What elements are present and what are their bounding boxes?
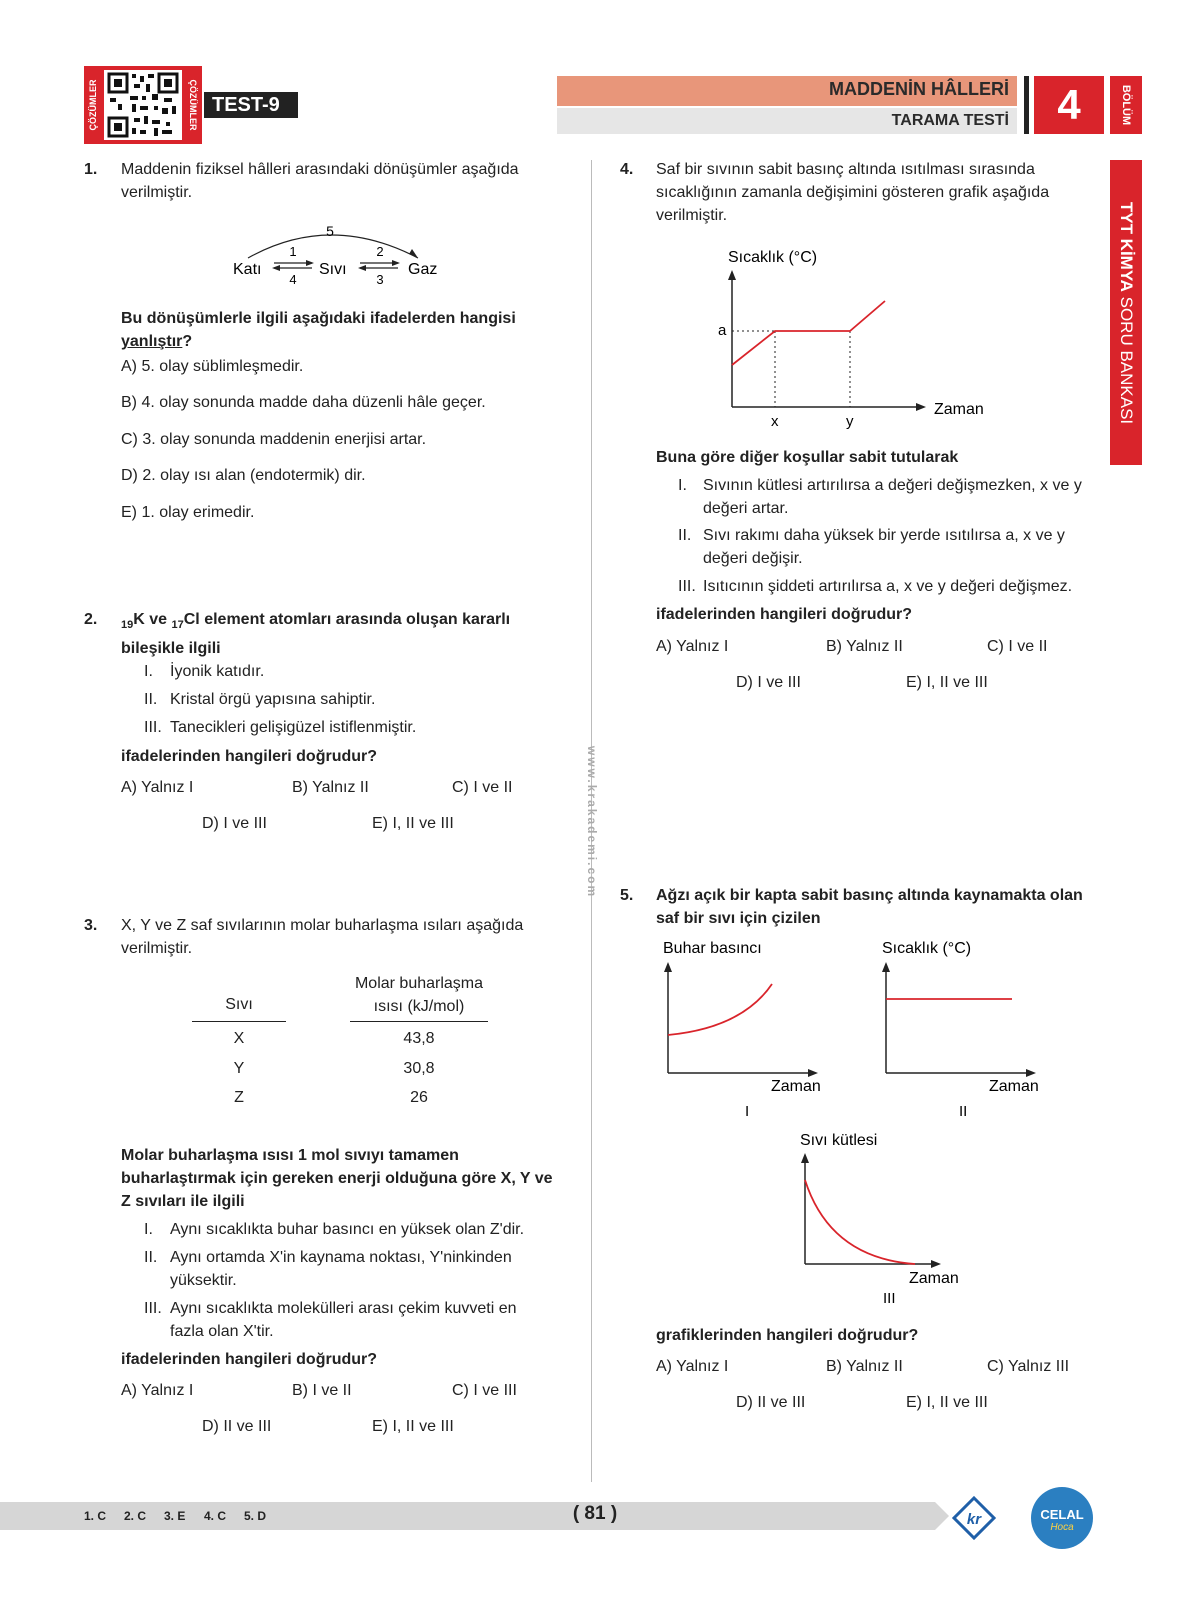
- celal-logo-subtext: Hoca: [1050, 1522, 1074, 1533]
- q3-roman-1: I.: [144, 1221, 153, 1238]
- q3-roman-3: III.: [144, 1300, 162, 1317]
- q3-question: ifadelerinden hangileri doğrudur?: [121, 1351, 378, 1368]
- q1-label-5: 5: [326, 223, 334, 239]
- watermark: www.krakademi.com: [585, 745, 599, 899]
- q2-option-a[interactable]: A) Yalnız I: [121, 779, 194, 796]
- q3-row-y-value: 30,8: [403, 1060, 435, 1077]
- q4-ylabel: Sıcaklık (°C): [728, 249, 818, 266]
- q4-stem: Saf bir sıvının sabit basınç altında ısıtılması sırasında sıcaklığının zamanla değişimini gösteren grafik aşağıda verilmiştir.: [656, 161, 1050, 224]
- topic-title: MADDENİN HÂLLERİ: [829, 79, 1009, 99]
- q1-option-a[interactable]: A) 5. olay süblimleşmedir.: [121, 358, 304, 375]
- q1-option-d[interactable]: D) 2. olay ısı alan (endotermik) dir.: [121, 467, 366, 484]
- q5-graph-1-ylabel: Buhar basıncı: [663, 940, 762, 957]
- q3-statement-3: Aynı sıcaklıkta molekülleri arası çekim kuvveti en fazla olan X'tir.: [170, 1300, 517, 1340]
- answer-4: 4. C: [204, 1509, 227, 1523]
- q3-table-header-sivi: Sıvı: [225, 996, 253, 1013]
- answer-key: [84, 1509, 284, 1523]
- q2-stem: $_{19}$K ve $_{17}$Cl element atomları arasında oluşan kararlı bileşikle ilgili: [121, 611, 511, 658]
- celal-logo-text: CELAL: [1040, 1507, 1084, 1522]
- q3-row-z-liquid: Z: [234, 1089, 244, 1106]
- q1-label-sivi: Sıvı: [319, 261, 347, 278]
- q1-label-3: 3: [376, 272, 384, 287]
- q5-graph-1-id: I: [745, 1103, 750, 1118]
- q4-heating-graph: [710, 240, 1000, 435]
- unit-number: 4: [1057, 81, 1081, 128]
- q5-graph-2-xlabel: Zaman: [989, 1078, 1039, 1095]
- q1-label-2: 2: [376, 244, 384, 259]
- q4-statement-2: Sıvı rakımı daha yüksek bir yerde ısıtılırsa a, x ve y değeri değişir.: [703, 527, 1065, 567]
- q5-number: 5.: [620, 887, 634, 904]
- solutions-qr-block[interactable]: [84, 66, 202, 144]
- test-label: TEST-9: [204, 92, 298, 118]
- q5-option-c[interactable]: C) Yalnız III: [987, 1358, 1070, 1375]
- q5-graph-1-curve: [668, 984, 772, 1035]
- q4-roman-1: I.: [678, 477, 687, 494]
- q3-row-x-value: 43,8: [403, 1030, 435, 1047]
- q5-graph-3-curve: [805, 1180, 915, 1264]
- q3-stem: X, Y ve Z saf sıvılarının molar buharlaşma ısıları aşağıda verilmiştir.: [121, 917, 524, 957]
- q2-roman-2: II.: [144, 691, 158, 708]
- q1-stem: Maddenin fiziksel hâlleri arasındaki dönüşümler aşağıda verilmiştir.: [121, 161, 519, 201]
- q3-number: 3.: [84, 917, 98, 934]
- kr-logo-text: kr: [966, 1511, 982, 1528]
- q5-graph-2: [872, 936, 1052, 1118]
- q3-roman-2: II.: [144, 1249, 158, 1266]
- q1-option-c[interactable]: C) 3. olay sonunda maddenin enerjisi artar.: [121, 431, 427, 448]
- q5-option-d[interactable]: D) II ve III: [736, 1394, 806, 1411]
- q2-option-b[interactable]: B) Yalnız II: [292, 779, 369, 796]
- q5-graph-2-id: II: [959, 1103, 968, 1118]
- qr-code[interactable]: [104, 70, 182, 140]
- answer-5: 5. D: [244, 1509, 267, 1523]
- q3-row-x-liquid: X: [233, 1030, 245, 1047]
- q3-statement-2: Aynı ortamda X'in kaynama noktası, Y'ninkinden yüksektir.: [170, 1249, 512, 1289]
- answer-1: 1. C: [84, 1509, 107, 1523]
- q5-graph-3: [790, 1128, 970, 1310]
- q5-graph-1: [652, 936, 832, 1118]
- solutions-label-left: ÇÖZÜMLER: [88, 79, 98, 131]
- q3-row-y-liquid: Y: [233, 1060, 245, 1077]
- q2-question: ifadelerinden hangileri doğrudur?: [121, 748, 378, 765]
- q5-option-b[interactable]: B) Yalnız II: [826, 1358, 903, 1375]
- q3-question-stem: Molar buharlaşma ısısı 1 mol sıvıyı tamamen buharlaştırmak için gereken enerji olduğuna göre X, Y ve Z sıvıları ile ilgili: [121, 1147, 553, 1210]
- q3-statement-1: Aynı sıcaklıkta buhar basıncı en yüksek olan Z'dir.: [170, 1221, 525, 1238]
- q4-number: 4.: [620, 161, 634, 178]
- page-number: 81: [584, 1503, 606, 1524]
- q1-label-gaz: Gaz: [408, 261, 438, 278]
- subtopic-title: TARAMA TESTİ: [891, 112, 1009, 129]
- q5-graph-2-ylabel: Sıcaklık (°C): [882, 940, 972, 957]
- q4-option-c[interactable]: C) I ve II: [987, 638, 1048, 655]
- q4-label-x: x: [771, 413, 779, 430]
- q5-option-a[interactable]: A) Yalnız I: [656, 1358, 729, 1375]
- solutions-label-right: ÇÖZÜMLER: [188, 79, 198, 131]
- unit-number-box: [1034, 76, 1104, 134]
- q1-label-1: 1: [289, 244, 297, 259]
- q4-statement-3: Isıtıcının şiddeti artırılırsa a, x ve y değeri değişmez.: [703, 578, 1073, 595]
- q1-label-kati: Katı: [233, 261, 262, 278]
- q4-label-y: y: [846, 413, 854, 430]
- q3-table-rule-2: [350, 1021, 488, 1022]
- q4-xlabel: Zaman: [934, 401, 984, 418]
- q1-label-4: 4: [289, 272, 297, 287]
- q4-statement-1: Sıvının kütlesi artırılırsa a değeri değişmezken, x ve y değeri artar.: [703, 477, 1082, 517]
- q4-label-a: a: [718, 322, 727, 339]
- q4-option-a[interactable]: A) Yalnız I: [656, 638, 729, 655]
- q2-statement-3: Tanecikleri gelişigüzel istiflenmiştir.: [170, 719, 417, 736]
- q2-statement-2: Kristal örgü yapısına sahiptir.: [170, 691, 376, 708]
- q3-option-d[interactable]: D) II ve III: [202, 1418, 272, 1435]
- q1-option-b[interactable]: B) 4. olay sonunda madde daha düzenli hâle geçer.: [121, 394, 486, 411]
- q5-graph-3-id: III: [883, 1290, 896, 1307]
- q3-table-rule-1: [192, 1021, 286, 1022]
- q1-phase-diagram: [228, 218, 458, 288]
- q3-table: [192, 970, 492, 1110]
- q4-heating-curve: [732, 301, 885, 365]
- q2-option-e[interactable]: E) I, II ve III: [372, 815, 454, 832]
- kr-logo[interactable]: [952, 1496, 996, 1540]
- q2-option-d[interactable]: D) I ve III: [202, 815, 267, 832]
- q5-question: grafiklerinden hangileri doğrudur?: [656, 1327, 919, 1344]
- celal-logo[interactable]: [1031, 1487, 1093, 1549]
- q5-graph-3-xlabel: Zaman: [909, 1270, 959, 1287]
- side-title-tab: TYT KİMYA SORU BANKASI: [1110, 160, 1142, 465]
- q5-graph-3-ylabel: Sıvı kütlesi: [800, 1132, 878, 1149]
- q2-roman-3: III.: [144, 719, 162, 736]
- answer-2: 2. C: [124, 1509, 147, 1523]
- q5-option-e[interactable]: E) I, II ve III: [906, 1394, 988, 1411]
- q1-question: Bu dönüşümlerle ilgili aşağıdaki ifadelerden hangisi yanlıştır?: [121, 310, 516, 350]
- q5-stem: Ağzı açık bir kapta sabit basınç altında kaynamakta olan saf bir sıvı için çizilen: [656, 887, 1083, 927]
- page-number-bracket: ( 81 ): [572, 1503, 618, 1524]
- q1-option-e[interactable]: E) 1. olay erimedir.: [121, 504, 255, 521]
- q3-option-a[interactable]: A) Yalnız I: [121, 1382, 194, 1399]
- q4-roman-3: III.: [678, 578, 696, 595]
- q4-question: ifadelerinden hangileri doğrudur?: [656, 606, 913, 623]
- answer-3: 3. E: [164, 1509, 186, 1523]
- q3-option-e[interactable]: E) I, II ve III: [372, 1418, 454, 1435]
- header-divider: [1024, 76, 1029, 134]
- q2-roman-1: I.: [144, 663, 153, 680]
- q3-option-c[interactable]: C) I ve III: [452, 1382, 517, 1399]
- q4-option-d[interactable]: D) I ve III: [736, 674, 801, 691]
- q4-roman-2: II.: [678, 527, 692, 544]
- q3-option-b[interactable]: B) I ve II: [292, 1382, 352, 1399]
- unit-word-box: BÖLÜM: [1110, 76, 1142, 134]
- q4-intro: Buna göre diğer koşullar sabit tutularak: [656, 449, 959, 466]
- q3-table-header-molar: Molar buharlaşma ısısı (kJ/mol): [354, 975, 484, 1015]
- q3-row-z-value: 26: [410, 1089, 428, 1106]
- q2-option-c[interactable]: C) I ve II: [452, 779, 513, 796]
- q4-option-e[interactable]: E) I, II ve III: [906, 674, 988, 691]
- q5-graph-1-xlabel: Zaman: [771, 1078, 821, 1095]
- q2-statement-1: İyonik katıdır.: [170, 663, 265, 680]
- footer-bar-tip: [935, 1502, 949, 1530]
- q1-number: 1.: [84, 161, 98, 178]
- q4-option-b[interactable]: B) Yalnız II: [826, 638, 903, 655]
- q2-number: 2.: [84, 611, 98, 628]
